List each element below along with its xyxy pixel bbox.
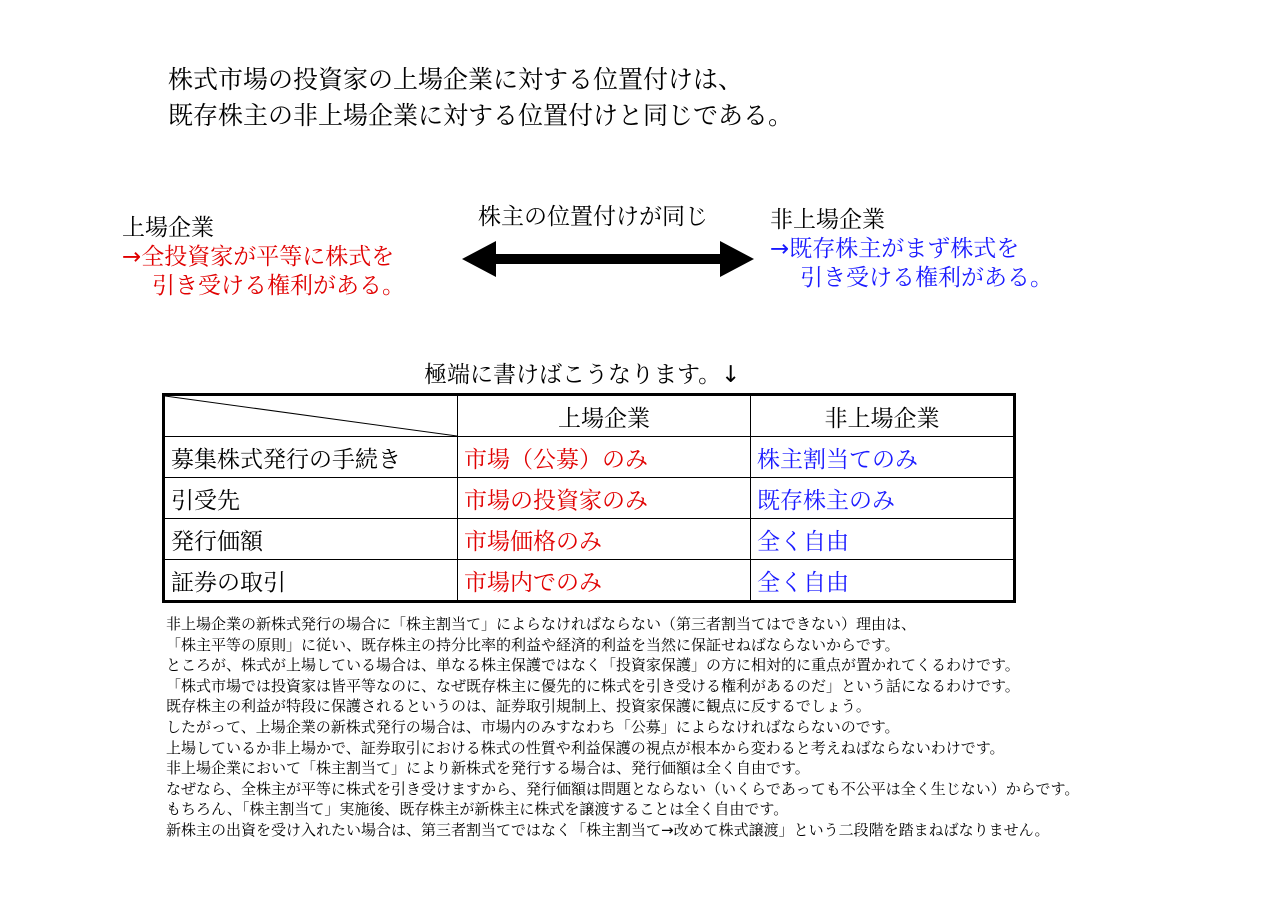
listed-desc-line-1: →全投資家が平等に株式を — [122, 244, 395, 270]
heading-line-1: 株式市場の投資家の上場企業に対する位置付けは、 — [168, 65, 744, 94]
note-line: 「株式市場では投資家は皆平等なのに、なぜ既存株主に優先的に株式を引き受ける権利があるのだ」という話になるわけです。 — [166, 676, 1020, 695]
row-label: 引受先 — [164, 478, 458, 519]
unlisted-company-block — [770, 206, 1053, 293]
table-row — [164, 478, 1015, 519]
table-header-row — [164, 395, 1015, 437]
note-line: もちろん、「株主割当て」実施後、既存株主が新株主に株式を譲渡することは全く自由です。 — [166, 800, 789, 819]
unlisted-cell: 全く自由 — [751, 519, 1015, 560]
unlisted-cell: 全く自由 — [751, 560, 1015, 602]
note-line: 「株主平等の原則」に従い、既存株主の持分比率的利益や経済的利益を当然に保証せねばならないからです。 — [166, 635, 900, 654]
listed-desc-line-2: 引き受ける権利がある。 — [152, 273, 405, 299]
listed-cell: 市場の投資家のみ — [458, 478, 751, 519]
page-heading — [168, 62, 793, 134]
row-label: 募集株式発行の手続き — [164, 437, 458, 478]
same-position-label: 株主の位置付けが同じ — [478, 204, 708, 230]
header-unlisted: 非上場企業 — [751, 395, 1015, 437]
heading-line-2: 既存株主の非上場企業に対する位置付けと同じである。 — [168, 101, 794, 130]
note-line: なぜなら、全株主が平等に株式を引き受けますから、発行価額は問題とならない（いくらであっても不公平は全く生じない）からです。 — [166, 779, 1080, 798]
diagonal-line — [165, 396, 457, 436]
table-row — [164, 560, 1015, 602]
note-line: 非上場企業において「株主割当て」により新株式を発行する場合は、発行価額は全く自由です。 — [166, 759, 810, 778]
note-line: 新株主の出資を受け入れたい場合は、第三者割当てではなく「株主割当て→改めて株式譲渡」という二段階を踏まねばなりません。 — [166, 820, 1050, 839]
table-caption: 極端に書けばこうなります。↓ — [424, 362, 741, 388]
unlisted-title: 非上場企業 — [770, 207, 885, 233]
unlisted-cell: 株主割当てのみ — [751, 437, 1015, 478]
header-listed: 上場企業 — [458, 395, 751, 437]
explanatory-notes — [166, 614, 1079, 841]
comparison-table — [162, 393, 1016, 603]
note-line: 非上場企業の新株式発行の場合に「株主割当て」によらなければならない（第三者割当てはできない）理由は、 — [166, 615, 917, 633]
unlisted-desc-line-1: →既存株主がまず株式を — [770, 236, 1020, 262]
unlisted-cell: 既存株主のみ — [751, 478, 1015, 519]
note-line: 上場しているか非上場かで、証券取引における株式の性質や利益保護の視点が根本から変わると考えねばならないわけです。 — [166, 738, 1005, 757]
listed-cell: 市場内でのみ — [458, 560, 751, 602]
listed-title: 上場企業 — [122, 215, 214, 241]
table-row — [164, 519, 1015, 560]
diagonal-corner-cell — [164, 395, 458, 437]
listed-cell: 市場価格のみ — [458, 519, 751, 560]
double-headed-arrow-icon — [462, 240, 754, 278]
table-row — [164, 437, 1015, 478]
listed-cell: 市場（公募）のみ — [458, 437, 751, 478]
note-line: 既存株主の利益が特段に保護されるというのは、証券取引規制上、投資家保護に観点に反するでしょう。 — [166, 697, 871, 716]
listed-company-block — [122, 214, 405, 301]
row-label: 発行価額 — [164, 519, 458, 560]
unlisted-desc-line-2: 引き受ける権利がある。 — [800, 265, 1053, 291]
note-line: ところが、株式が上場している場合は、単なる株主保護ではなく「投資家保護」の方に相対的に重点が置かれてくるわけです。 — [166, 656, 1020, 675]
row-label: 証券の取引 — [164, 560, 458, 602]
note-line: したがって、上場企業の新株式発行の場合は、市場内のみすなわち「公募」によらなければならないのです。 — [166, 717, 900, 736]
